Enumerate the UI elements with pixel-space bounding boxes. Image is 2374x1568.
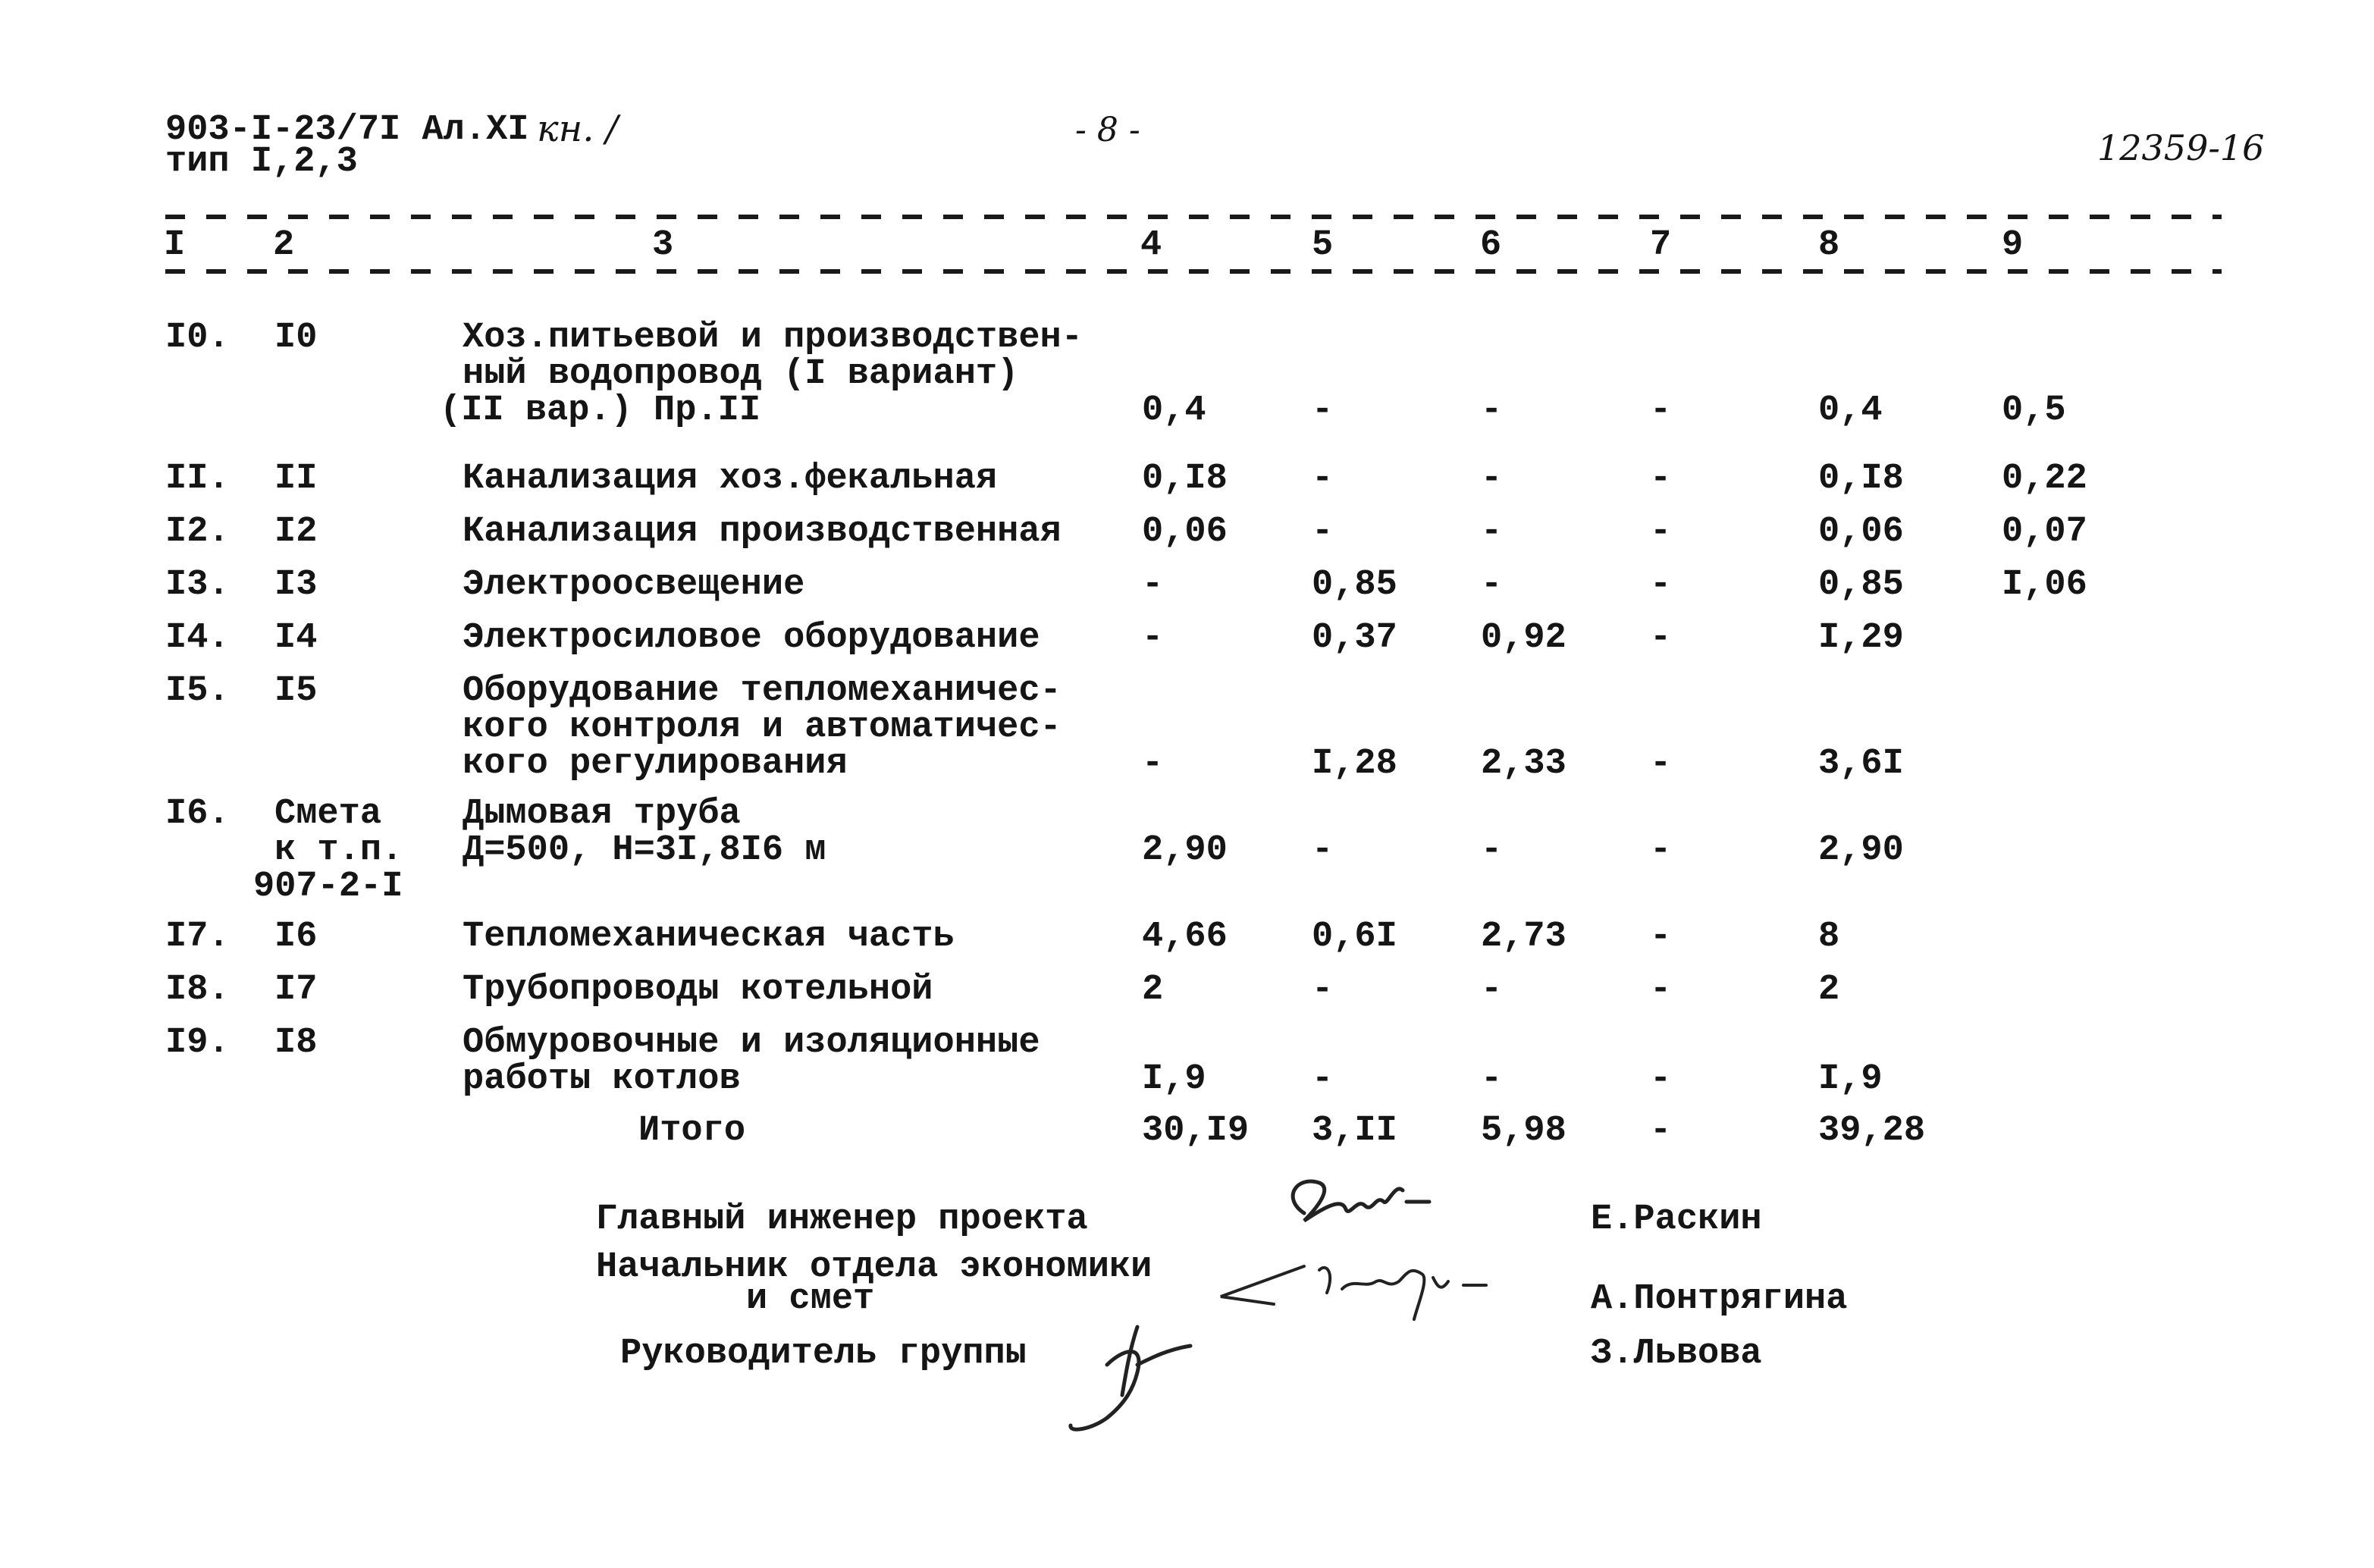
cell-col-5: - [1312, 970, 1334, 1010]
cell-col-8: 2 [1818, 970, 1840, 1010]
row-name-line: кого контроля и автоматичес- [463, 707, 1062, 748]
signature-name-group-leader: З.Львова [1591, 1334, 1762, 1374]
cell-col-4: - [1142, 618, 1164, 658]
row-number: I6. [165, 794, 230, 834]
row-code: I8 [274, 1023, 318, 1063]
cell-col-5: - [1312, 1059, 1334, 1099]
signature-name-chief-engineer: Е.Раскин [1591, 1200, 1762, 1240]
row-code-line: 907-2-I [253, 867, 403, 907]
cell-col-4: 2,90 [1142, 830, 1228, 870]
signature-role-economics-head-line2: и смет [746, 1279, 875, 1319]
total-col-5: 3,II [1312, 1111, 1397, 1151]
cell-col-4: 0,4 [1142, 390, 1206, 431]
signature-name-economics-head: А.Понтрягина [1591, 1279, 1848, 1319]
row-number: II. [165, 459, 230, 499]
row-code-line: к т.п. [274, 830, 403, 870]
cell-col-4: 4,66 [1142, 917, 1228, 957]
cell-col-5: - [1312, 512, 1334, 552]
cell-col-8: 8 [1818, 917, 1840, 957]
cell-col-7: - [1650, 512, 1672, 552]
column-number-7: 7 [1647, 224, 1674, 267]
row-number: I4. [165, 618, 230, 658]
row-number: I7. [165, 917, 230, 957]
row-name-line: Канализация хоз.фекальная [463, 459, 998, 499]
row-name-line: Оборудование тепломеханичес- [463, 671, 1062, 711]
row-name-line: кого регулирования [463, 744, 848, 784]
cell-col-4: - [1142, 565, 1164, 605]
column-number-6: 6 [1477, 224, 1504, 267]
row-number: I9. [165, 1023, 230, 1063]
cell-col-8: 0,85 [1818, 565, 1904, 605]
row-code: I5 [274, 671, 318, 711]
signature-role-group-leader: Руководитель группы [620, 1334, 1027, 1374]
cell-col-8: 0,06 [1818, 512, 1904, 552]
row-code: I3 [274, 565, 318, 605]
row-name-line: ный водопровод (I вариант) [463, 354, 1019, 394]
cell-col-5: 0,37 [1312, 618, 1397, 658]
document-code: 903-I-23/7I Ал.XI [165, 110, 529, 150]
cell-col-8: 0,4 [1818, 390, 1883, 431]
row-name-line: (II вар.) Пр.II [440, 390, 761, 431]
cell-col-6: - [1481, 830, 1503, 870]
row-name-line: Тепломеханическая часть [463, 917, 955, 957]
cell-col-7: - [1650, 618, 1672, 658]
cell-col-5: I,28 [1312, 744, 1397, 784]
cell-col-8: I,29 [1818, 618, 1904, 658]
cell-col-7: - [1650, 830, 1672, 870]
column-number-1: I [161, 224, 188, 267]
page-number: - 8 - [1075, 111, 1140, 149]
row-number: I0. [165, 318, 230, 358]
cell-col-6: 0,92 [1481, 618, 1566, 658]
cell-col-5: 0,6I [1312, 917, 1397, 957]
row-number: I3. [165, 565, 230, 605]
row-number: I2. [165, 512, 230, 552]
row-code: I6 [274, 917, 318, 957]
cell-col-4: 0,I8 [1142, 459, 1228, 499]
cell-col-6: - [1481, 390, 1503, 431]
cell-col-5: - [1312, 390, 1334, 431]
cell-col-7: - [1650, 459, 1672, 499]
total-col-6: 5,98 [1481, 1111, 1566, 1151]
cell-col-8: I,9 [1818, 1059, 1883, 1099]
row-code: I4 [274, 618, 318, 658]
header-top-dashed-rule [165, 215, 2222, 219]
cell-col-6: - [1481, 512, 1503, 552]
document-code-handwritten: кн. / [537, 108, 618, 150]
document-type: тип I,2,3 [165, 142, 358, 182]
row-name-line: Д=500, Н=3I,8I6 м [463, 830, 826, 870]
cell-col-7: - [1650, 565, 1672, 605]
column-number-5: 5 [1309, 224, 1336, 267]
cell-col-4: 0,06 [1142, 512, 1228, 552]
signature-group-leader-image [1062, 1304, 1243, 1441]
row-name-line: Трубопроводы котельной [463, 970, 933, 1010]
row-name-line: Электроосвещение [463, 565, 805, 605]
row-number: I5. [165, 671, 230, 711]
cell-col-9: 0,22 [2002, 459, 2087, 499]
cell-col-5: 0,85 [1312, 565, 1397, 605]
row-code: II [274, 459, 318, 499]
cell-col-6: - [1481, 565, 1503, 605]
column-number-8: 8 [1815, 224, 1842, 267]
row-name-line: Обмуровочные и изоляционные [463, 1023, 1040, 1063]
cell-col-6: 2,73 [1481, 917, 1566, 957]
row-code-line: Смета [274, 794, 382, 834]
cell-col-6: - [1481, 1059, 1503, 1099]
row-name-line: Дымовая труба [463, 794, 741, 834]
cell-col-7: - [1650, 390, 1672, 431]
row-code: I7 [274, 970, 318, 1010]
cell-col-4: I,9 [1142, 1059, 1206, 1099]
cell-col-4: 2 [1142, 970, 1164, 1010]
cell-col-6: - [1481, 970, 1503, 1010]
column-number-3: 3 [649, 224, 676, 267]
cell-col-9: 0,5 [2002, 390, 2066, 431]
total-col-8: 39,28 [1818, 1111, 1926, 1151]
row-name-line: Хоз.питьевой и производствен- [463, 318, 1083, 358]
cell-col-7: - [1650, 917, 1672, 957]
row-code: I0 [274, 318, 318, 358]
total-col-7: - [1650, 1111, 1672, 1151]
cell-col-4: - [1142, 744, 1164, 784]
header-bottom-dashed-rule [165, 269, 2222, 274]
cell-col-8: 3,6I [1818, 744, 1904, 784]
signature-chief-engineer-image [1274, 1168, 1456, 1243]
cell-col-8: 0,I8 [1818, 459, 1904, 499]
total-label: Итого [638, 1111, 746, 1151]
column-number-9: 9 [1999, 224, 2026, 267]
cell-col-7: - [1650, 744, 1672, 784]
cell-col-6: - [1481, 459, 1503, 499]
row-name-line: Канализация производственная [463, 512, 1062, 552]
column-number-4: 4 [1137, 224, 1165, 267]
total-col-4: 30,I9 [1142, 1111, 1250, 1151]
row-name-line: работы котлов [463, 1059, 741, 1099]
cell-col-8: 2,90 [1818, 830, 1904, 870]
cell-col-9: I,06 [2002, 565, 2087, 605]
row-name-line: Электросиловое оборудование [463, 618, 1040, 658]
row-code: I2 [274, 512, 318, 552]
sheet-number: 12359-16 [2097, 127, 2265, 168]
cell-col-7: - [1650, 970, 1672, 1010]
cell-col-5: - [1312, 830, 1334, 870]
cell-col-9: 0,07 [2002, 512, 2087, 552]
cell-col-6: 2,33 [1481, 744, 1566, 784]
signature-role-economics-head: Начальник отдела экономики [596, 1247, 1153, 1287]
signature-economics-head-image [1213, 1251, 1532, 1327]
column-number-2: 2 [270, 224, 297, 267]
cell-col-7: - [1650, 1059, 1672, 1099]
row-number: I8. [165, 970, 230, 1010]
cell-col-5: - [1312, 459, 1334, 499]
signature-role-chief-engineer: Главный инженер проекта [596, 1200, 1088, 1240]
